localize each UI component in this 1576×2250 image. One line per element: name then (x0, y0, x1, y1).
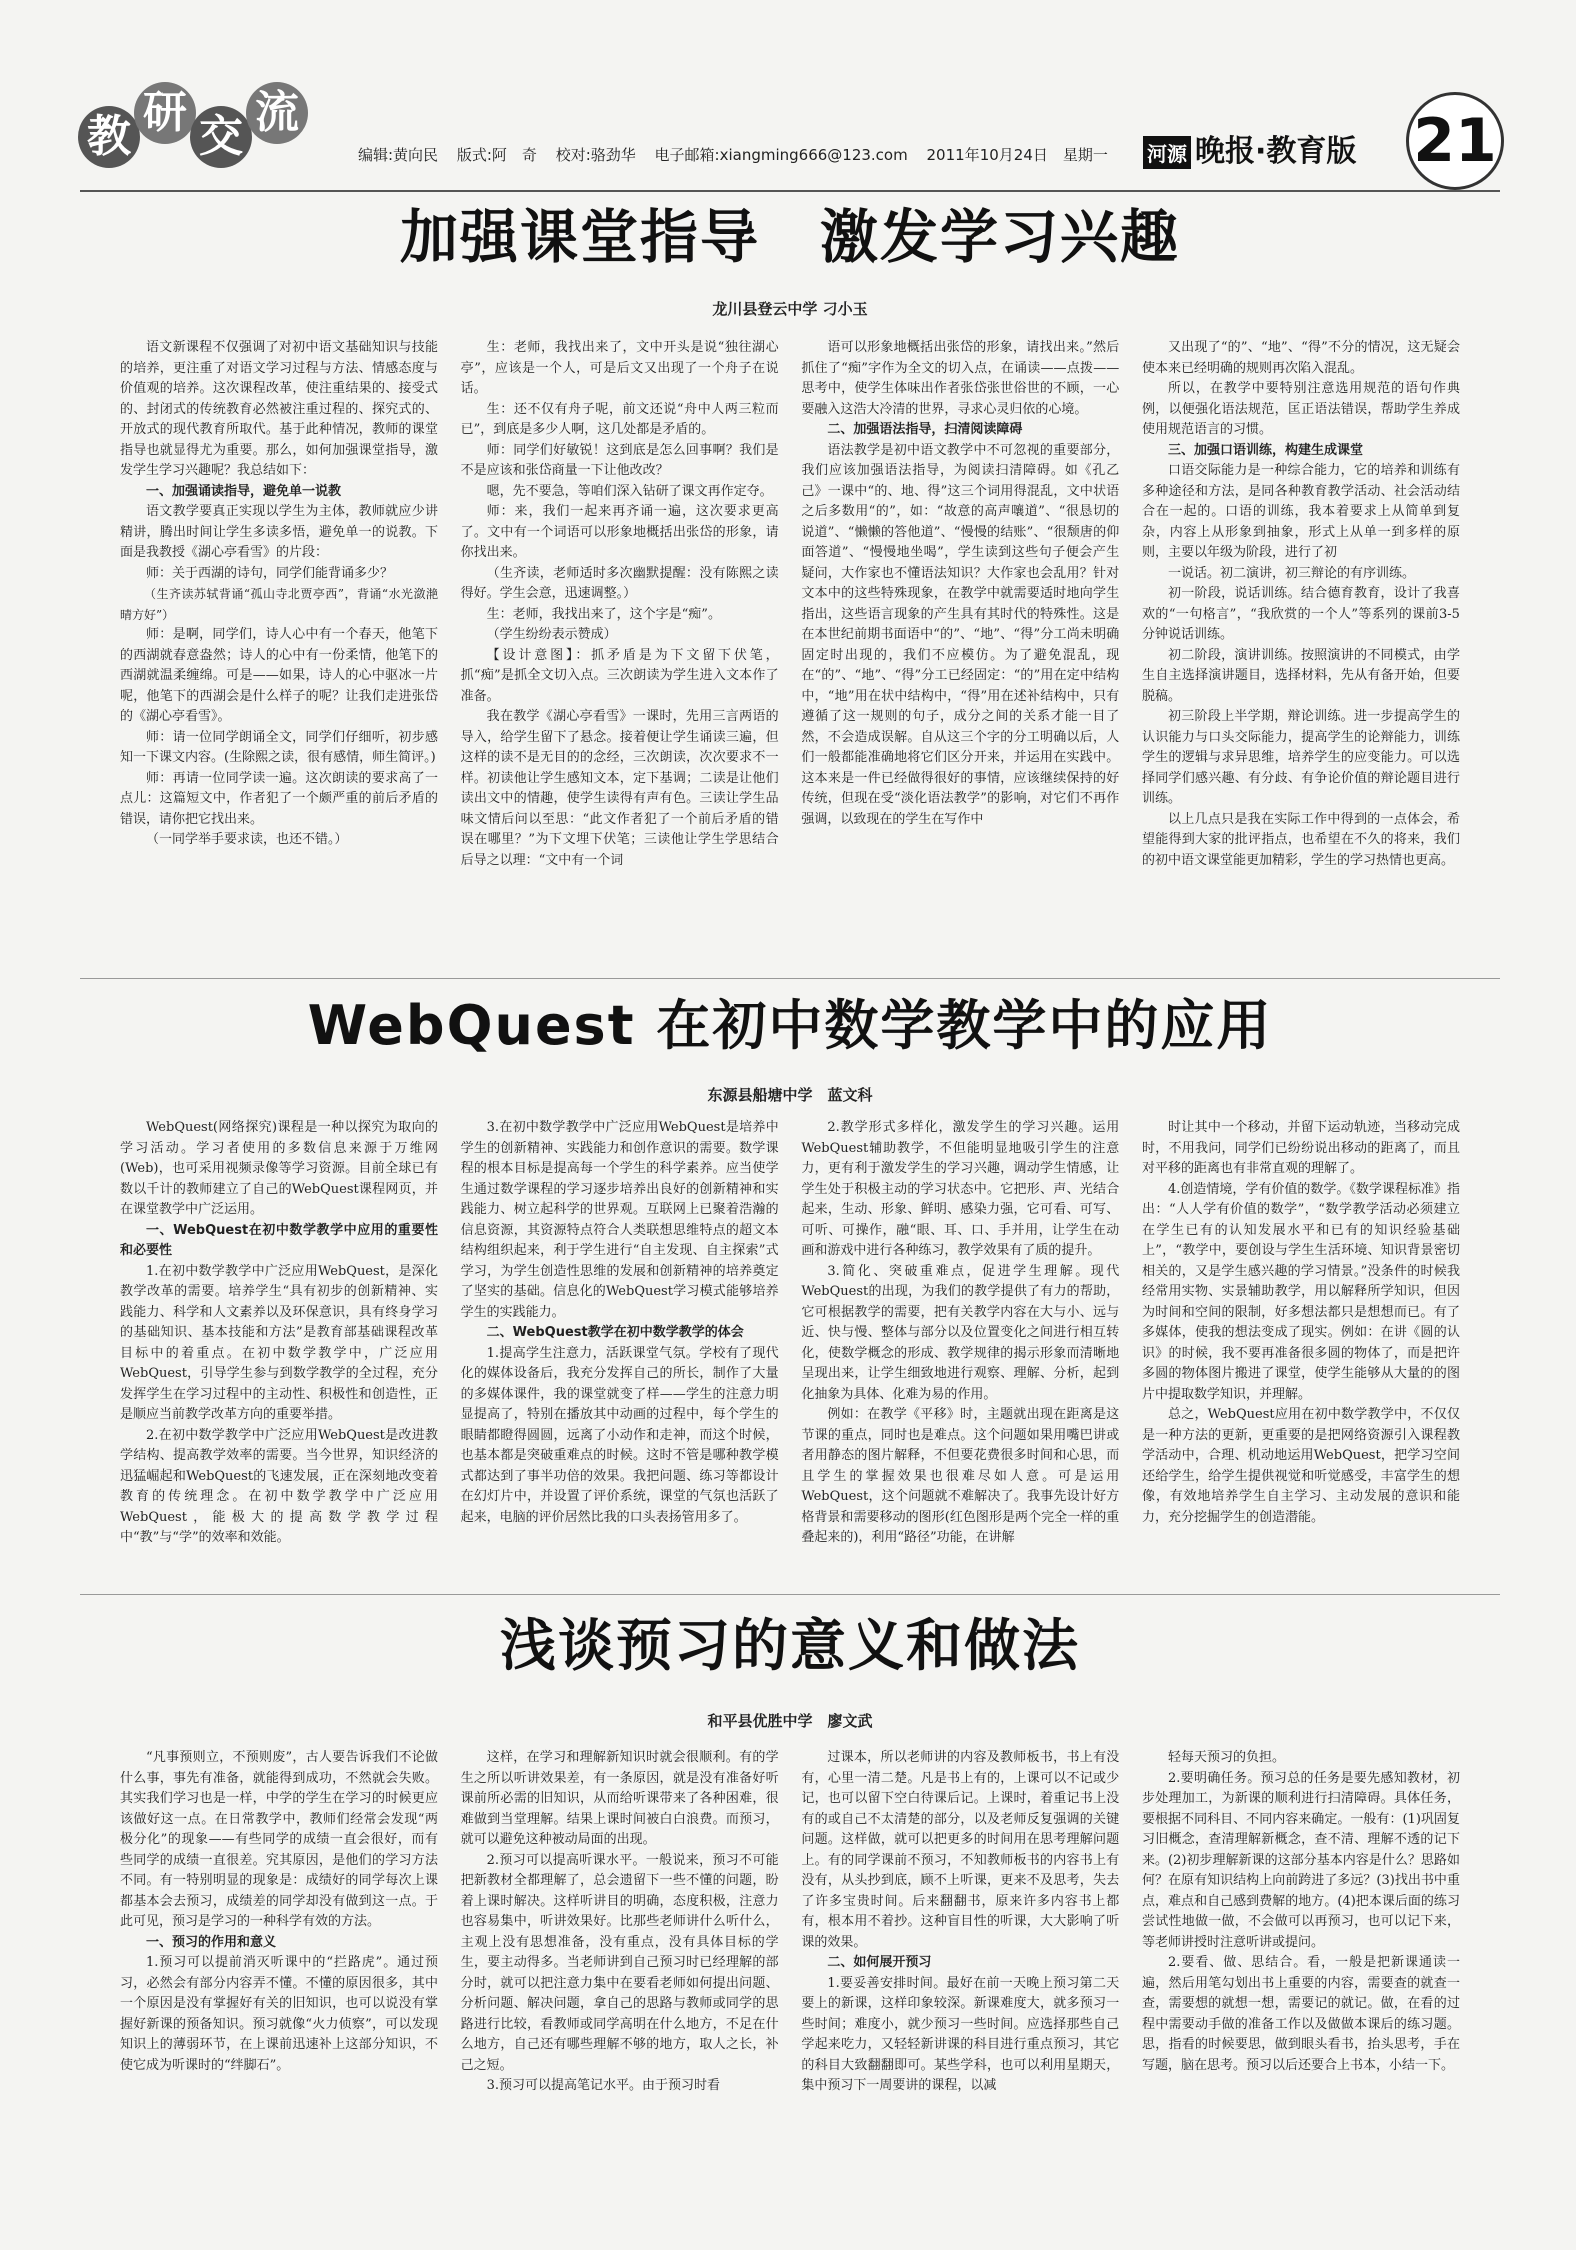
paragraph: 初三阶段上半学期，辩论训练。进一步提高学生的认识能力与口头交际能力，提高学生的论辩能力，训练学生的逻辑与求异思维，培养学生的应变能力。可以选择同学们感兴趣、有分歧、有争论价值的辩论题目进行训练。 (1141, 709, 1460, 806)
paragraph: 师：来，我们一起来再齐诵一遍，这次要求更高了。文中有一个词语可以形象地概括出张岱的形象，请你找出来。 (460, 504, 779, 560)
paragraph: 语可以形象地概括出张岱的形象，请找出来。”然后抓住了“痴”字作为全文的切入点，在诵读——点拨——思考中，使学生体味出作者张岱张世俗世的不顾，一心要融入这浩大冷清的世界，寻求心灵归依的心境。 (801, 340, 1120, 417)
email-address: 电子邮箱:xiangming666@123.com (654, 146, 908, 164)
paragraph: 师：关于西湖的诗句，同学们能背诵多少？ (146, 565, 394, 581)
article-2-column-4 (1142, 1118, 1460, 1584)
article-2-author: 东源县船塘中学 蓝文科 (707, 1086, 873, 1104)
paragraph: 师：是啊，同学们，诗人心中有一个春天，他笔下的西湖就春意盎然；诗人的心中有一份柔情，他笔下的西湖就温柔缠绵。可是——如果，诗人的心中驱冰一片呢，他笔下的西湖会是什么样子的呢？让我们走进张岱的《湖心亭看雪》。 (120, 627, 438, 724)
article-divider-1 (80, 978, 1500, 979)
article-2-body (120, 1118, 1460, 1584)
paragraph: 2.要明确任务。预习总的任务是要先感知教材，初步处理加工，为新课的顺利进行扫清障碍。具体任务，要根据不同科目、不同内容来确定。一般有：(1)巩固复习旧概念，查清理解新概念，查不清、理解不透的记下来。(2)初步理解新课的这部分基本内容是什么？思路如何？在原有知识结构上向前跨进了多远？(3)找出书中重点，难点和自己感到费解的地方。(4)把本课后面的练习尝试性地做一做，不会做可以再预习，也可以记下来，等老师讲授时注意听讲或提问。 (1141, 1770, 1460, 1950)
article-1-body (120, 338, 1460, 968)
header-rule (80, 190, 1500, 192)
paragraph: 语文新课程不仅强调了对初中语文基础知识与技能的培养，更注重了对语文学习过程与方法、情感态度与价值观的培养。这次课程改革，使注重结果的、接受式的、封闭式的传统教育必然被注重过程的、探究式的、开放式的现代教育所取代。基于此种情况，教师的课堂指导也就显得尤为重要。那么，如何加强课堂指导，激发学生学习兴趣呢？我总结如下： (120, 340, 438, 478)
paragraph: 4.创造情境，学有价值的数学。《数学课程标准》指出：“人人学有价值的数学”，“数学教学活动必须建立在学生已有的认知发展水平和已有的知识经验基础上”，“教学中，要创设与学生生活环境、知识背景密切相关的，又是学生感兴趣的学习情景。”没条件的时候我经常用实物、实景辅助教学，用以解释所学知识，但因为时间和空间的限制，好多想法都只是想想而已。有了多媒体，使我的想法变成了现实。例如：在讲《圆的认识》的时候，我不要再准备很多圆的物体了，而是把许多圆的物体图片搬进了课堂，使学生能够从大量的的图片中提取数学知识，并理解。 (1141, 1181, 1460, 1402)
paragraph: 又出现了“的”、“地”、“得”不分的情况，这无疑会使本来已经明确的规则再次陷入混乱。 (1141, 340, 1460, 376)
paragraph: 1.预习可以提前消灭听课中的“拦路虎”。通过预习，必然会有部分内容弄不懂。不懂的原因很多，其中一个原因是没有掌握好有关的旧知识，也可以说没有掌握好新课的预备知识。预习就像“火力侦察”，可以发现知识上的薄弱环节，在上课前迅速补上这部分知识，不使它成为听课时的“绊脚石”。 (120, 1955, 438, 2073)
paragraph: 嗯，先不要急，等咱们深入钻研了课文再作定夺。 (486, 483, 773, 499)
article-3-column-1 (120, 1748, 438, 2188)
paragraph: 3.在初中数学教学中广泛应用WebQuest是培养中学生的创新精神、实践能力和创作意识的需要。数学课程的根本目标是提高每一个学生的科学素养。应当使学生通过数学课程的学习逐步培养出良好的创新精神和实践能力、树立起科学的世界观。互联网上已聚着浩瀚的信息资源，其资源特点符合人类联想思维特点的超文本结构组织起来，利于学生进行“自主发现、自主探索”式学习，为学生创造性思维的发展和创新精神的培养奠定了坚实的基础。信息化的WebQuest学习模式能够培养学生的实践能力。 (460, 1120, 779, 1320)
article-3-column-3 (801, 1748, 1119, 2188)
paragraph: 1.在初中数学教学中广泛应用WebQuest，是深化教学改革的需要。培养学生“具有初步的创新精神、实践能力、科学和人文素养以及环保意识，具有终身学习的基础知识、基本技能和方法”是教育部基础课程改革目标中的着重点。在初中数学教学中，广泛应用WebQuest，引导学生参与到数学教学的全过程，充分发挥学生在学习过程中的主动性、积极性和创造性，正是顺应当前教学改革方向的重要举措。 (120, 1263, 438, 1422)
proof-credit: 校对:骆劲华 (555, 146, 636, 164)
section-heading: 二、如何展开预习 (827, 1955, 932, 1970)
section-logo-char-3: 交 (190, 106, 252, 168)
paragraph: （学生纷纷表示赞成） (486, 627, 617, 642)
paragraph: 总之，WebQuest应用在初中数学教学中，不仅仅是一种方法的更新，更重要的是把网络资源引入课程教学活动中，合理、机动地运用WebQuest，把学习空间还给学生，给学生提供视觉和听觉感受，丰富学生的想像，有效地培养学生自主学习、主动发展的意识和能力，充分挖掘学生的创造潜能。 (1141, 1407, 1460, 1525)
paragraph: 2.要看、做、思结合。看，一般是把新课通读一遍，然后用笔勾划出书上重要的内容，需要查的就查一查，需要想的就想一想，需要记的就记。做，在看的过程中需要动手做的准备工作以及做做本课后的练习题。思，指看的时候要思，做到眼头看书，抬头思考，手在写题，脑在思考。预习以后还要合上书本，小结一下。 (1141, 1955, 1460, 2073)
section-heading: 一、加强诵读指导，避免单一说教 (146, 483, 342, 499)
article-1-column-3 (801, 338, 1119, 968)
article-divider-2 (80, 1594, 1500, 1595)
article-1-title: 加强课堂指导 激发学习兴趣 (399, 203, 1180, 271)
page-number: 21 (1406, 92, 1504, 190)
paragraph: 1.要妥善安排时间。最好在前一天晚上预习第二天要上的新课，这样印象较深。新课难度大，就多预习一些时间；难度小，就少预习一些时间。应选择那些自己学起来吃力，又轻轻新讲课的科目进行重点预习，其它的科目大致翻翻即可。某些学科，也可以利用星期天，集中预习下一周要讲的课程，以减 (801, 1975, 1120, 2093)
paragraph: 3.简化、突破重难点，促进学生理解。现代WebQuest的出现，为我们的教学提供了有力的帮助，它可根据教学的需要，把有关教学内容在大与小、远与近、快与慢、整体与部分以及位置变化之间进行相互转化，使数学概念的形成、教学规律的揭示形象而清晰地呈现出来，让学生细致地进行观察、理解、分析，起到化抽象为具体、化难为易的作用。 (801, 1263, 1120, 1402)
paragraph: 这样，在学习和理解新知识时就会很顺利。有的学生之所以听讲效果差，有一条原因，就是没有准备好听课前所必需的旧知识，从而给听课带来了各种困难，很难做到当堂理解。结果上课时间被白白浪费。而预习，就可以避免这种被动局面的出现。 (460, 1750, 779, 1847)
editor-credit: 编辑:黄向民 (358, 146, 439, 164)
section-logo-char-1: 教 (78, 106, 140, 168)
paragraph: 生：老师，我找出来了，这个字是“痴”。 (486, 606, 721, 622)
section-heading: 二、加强语法指导，扫清阅读障碍 (827, 422, 1023, 437)
paragraph: 语文教学要真正实现以学生为主体，教师就应少讲精讲，腾出时间让学生多读多悟，避免单一的说教。下面是我教授《湖心亭看雪》的片段： (120, 504, 438, 560)
paragraph: “凡事预则立，不预则废”，古人要告诉我们不论做什么事，事先有准备，就能得到成功，不然就会失败。其实我们学习也是一样，中学的学生在学习的时候更应该做好这一点。在日常教学中，教师们经常会发现“两极分化”的现象——有些同学的成绩一直会很好，而有些同学的成绩一直很差。究其原因，是他们的学习方法不同。有一特别明显的现象是：成绩好的同学每次上课都基本会去预习，成绩差的同学却没有做到这一点。于此可见，预习是学习的一种科学有效的方法。 (120, 1750, 438, 1929)
paragraph: 一说话。初二演讲，初三辩论的有序训练。 (1167, 565, 1415, 581)
paragraph: 生：还不仅有舟子呢，前文还说“舟中人两三粒而已”，到底是多少人啊，这几处都是矛盾的。 (460, 401, 779, 437)
article-1-column-2 (461, 338, 779, 968)
masthead-info (358, 144, 1122, 165)
paragraph: 生：老师，我找出来了，文中开头是说“独往湖心亭”，应该是一个人，可是后文又出现了一个舟子在说话。 (460, 340, 779, 396)
paragraph: 3.预习可以提高笔记水平。由于预习时看 (486, 2078, 721, 2093)
paragraph: 初一阶段，说话训练。结合德育教育，设计了我喜欢的“一句格言”，“我欣赏的一个人”等系列的课前3-5分钟说话训练。 (1141, 586, 1460, 642)
layout-credit: 版式:阿 奇 (456, 146, 537, 164)
paragraph: 【设计意图】：抓矛盾是为下文留下伏笔，抓“痴”是抓全文切入点。三次朗读为学生进入文本作了准备。 (460, 647, 779, 704)
paper-brand (1143, 126, 1356, 170)
paragraph: WebQuest(网络探究)课程是一种以探究为取向的学习活动。学习者使用的多数信息来源于万维网(Web)，也可采用视频录像等学习资源。目前全球已有数以千计的教师建立了自己的WebQuest课程网页，并在课堂教学中广泛运用。 (120, 1120, 438, 1217)
section-logo-char-2: 研 (134, 82, 196, 144)
article-2-column-2 (461, 1118, 779, 1584)
article-3-body (120, 1748, 1460, 2188)
paragraph: 轻每天预习的负担。 (1167, 1750, 1285, 1765)
section-heading: 一、WebQuest在初中数学教学中应用的重要性和必要性 (120, 1222, 438, 1258)
paragraph: 语法教学是初中语文教学中不可忽视的重要部分，我们应该加强语法指导，为阅读扫清障碍。如《孔乙己》一课中“的、地、得”这三个词用得混乱，文中状语之后多数用“的”，如：“故意的高声嚷道”、“很恳切的说道”、“懒懒的答他道”、“慢慢的结账”、“很颓唐的仰面答道”、“慢慢地坐喝”，学生读到这些句子便会产生疑问，大作家也不懂语法知识？大作家也会乱用？针对文本中的这些特殊现象，在教学中就需要适时地向学生指出，这些语言现象的产生具有其时代的特殊性。这是在本世纪前期书面语中“的”、“地”、“得”分工尚未明确固定时出现的，我们不应模仿。为了避免混乱，现在“的”、“地”、“得”分工已经固定：“的”用在定中结构中，“地”用在状中结构中，“得”用在述补结构中，只有遵循了这一规则的句子，成分之间的关系才能一目了然，不会造成误解。自从这三个字的分工明确以后，人们一般都能准确地将它们区分开来，并运用在实践中。这本来是一件已经做得很好的事情，应该继续保持的好传统，但现在受“淡化语法教学”的影响，对它们不再作强调，以致现在的学生在写作中 (801, 442, 1120, 827)
issue-date: 2011年10月24日 星期一 (926, 146, 1108, 164)
article-3-title: 浅谈预习的意义和做法 (500, 1614, 1080, 1679)
paragraph: 过课本，所以老师讲的内容及教师板书，书上有没有，心里一清二楚。凡是书上有的，上课可以不记或少记，也可以留下空白待课后记。上课时，着重记书上没有的或自己不太清楚的部分，以及老师反复强调的关键问题。这样做，就可以把更多的时间用在思考理解问题上。有的同学课前不预习，不知教师板书的内容书上有没有，从头抄到底，顾不上听课，更来不及思考，失去了许多宝贵时间。后来翻翻书，原来许多内容书上都有，根本用不着抄。这种盲目性的听课，大大影响了听课的效果。 (801, 1750, 1120, 1950)
paragraph: （生齐读，老师适时多次幽默提醒：没有陈熙之读得好。学生会意，迅速调整。） (460, 565, 779, 601)
article-3-author: 和平县优胜中学 廖文武 (707, 1712, 873, 1730)
paragraph: 我在教学《湖心亭看雪》一课时，先用三言两语的导入，给学生留下了悬念。接着便让学生诵读三遍，但这样的读不是无目的的念经，三次朗读，次次要求不一样。初读他让学生感知文本，定下基调；二读是让他们读出文中的情趣，使学生读得有声有色。三读让学生品味文情后问以至思：“此文作者犯了一个前后矛盾的错误在哪里？”为下文埋下伏笔；三读他让学生学思结合后导之以理：“文中有一个词 (460, 709, 779, 868)
paragraph: 师：请一位同学朗诵全文，同学们仔细听，初步感知一下课文内容。(生除熙之读，很有感情，师生简评。) (120, 729, 438, 765)
article-1-author: 龙川县登云中学 刁小玉 (712, 300, 868, 318)
paragraph: 2.在初中数学教学中广泛应用WebQuest是改进教学结构、提高教学效率的需要。当今世界，知识经济的迅猛崛起和WebQuest的飞速发展，正在深刻地改变着教育的传统理念。在初中数学教学中广泛应用WebQuest，能极大的提高数学教学过程中“教”与“学”的效率和效能。 (120, 1427, 438, 1545)
paragraph: （一同学举手要求读，也还不错。） (146, 832, 348, 847)
paragraph: （生齐读苏轼背诵“孤山寺北贾亭西”，背诵“水光潋滟晴方好”） (120, 587, 438, 622)
paragraph: 师：同学们好敏锐！这到底是怎么回事啊？我们是不是应该和张岱商量一下让他改改？ (460, 442, 779, 478)
paragraph: 2.教学形式多样化，激发学生的学习兴趣。运用WebQuest辅助教学，不但能明显地吸引学生的注意力，更有利于激发学生的学习兴趣，调动学生情感，让学生处于积极主动的学习状态中。它把形、声、光结合起来，生动、形象、鲜明、感染力强，它可看、可写、可听、可操作，融“眼、耳、口、手并用，让学生在动画和游戏中进行各种练习，教学效果有了质的提升。 (801, 1120, 1120, 1258)
paragraph: 所以，在教学中要特别注意选用规范的语句作典例，以便强化语法规范，匡正语法错误，帮助学生养成使用规范语言的习惯。 (1141, 381, 1460, 437)
paper-brand-name: 晚报·教育版 (1195, 134, 1357, 169)
page-header (78, 86, 1498, 182)
article-2-title: WebQuest 在初中数学教学中的应用 (307, 994, 1273, 1057)
paragraph: 1.提高学生注意力，活跃课堂气氛。学校有了现代化的媒体设备后，我充分发挥自己的所长，制作了大量的多媒体课件，我的课堂就变了样——学生的注意力明显提高了，特别在播放其中动画的过程中，每个学生的眼睛都瞪得圆圆，远离了小动作和走神，而这个时候，也基本都是突破重难点的时候。这时不管是哪种教学模式都达到了事半功倍的效果。我把问题、练习等都设计在幻灯片中，并设置了评价系统，课堂的气氛也活跃了起来，电脑的评价居然比我的口头表扬管用多了。 (460, 1345, 779, 1525)
section-logo-char-4: 流 (246, 82, 308, 144)
paragraph: 口语交际能力是一种综合能力，它的培养和训练有多种途径和方法，是同各种教育教学活动、社会活动结合在一起的。口语的训练，我本着要求上从简单到复杂，内容上从形象到抽象，形式上从单一到多样的原则，主要以年级为阶段，进行了初 (1141, 463, 1460, 560)
article-3-column-4 (1142, 1748, 1460, 2188)
paragraph: 以上几点只是我在实际工作中得到的一点体会，希望能得到大家的批评指点，也希望在不久的将来，我们的初中语文课堂能更加精彩，学生的学习热情也更高。 (1141, 811, 1460, 868)
paragraph: 2.预习可以提高听课水平。一般说来，预习不可能把新教材全都理解了，总会遗留下一些不懂的问题，盼着上课时解决。这样听讲目的明确，态度积极，注意力也容易集中，听讲效果好。比那些老师讲什么听什么，主观上没有思想准备，没有重点，没有具体目标的学生，要主动得多。当老师讲到自己预习时已经理解的部分时，就可以把注意力集中在要看老师如何提出问题、分析问题、解决问题，拿自己的思路与教师或同学的思路进行比较，看教师或同学高明在什么地方，不足在什么地方，自己还有哪些理解不够的地方，取人之长，补己之短。 (460, 1852, 779, 2073)
section-heading: 一、预习的作用和意义 (146, 1934, 277, 1950)
article-3-column-2 (461, 1748, 779, 2188)
paragraph: 初二阶段，演讲训练。按照演讲的不同模式，由学生自主选择演讲题目，选择材料，先从有备开始，但要脱稿。 (1141, 647, 1460, 704)
article-1-column-4 (1142, 338, 1460, 968)
article-2-column-1 (120, 1118, 438, 1584)
paper-brand-logo: 河源 (1143, 136, 1191, 169)
section-heading: 二、WebQuest教学在初中数学教学的体会 (486, 1325, 744, 1340)
article-1-column-1 (120, 338, 438, 968)
paragraph: 时让其中一个移动，并留下运动轨迹，当移动完成时，不用我问，同学们已纷纷说出移动的距离了，而且对平移的距离也有非常直观的理解了。 (1141, 1120, 1460, 1176)
paragraph: 师：再请一位同学读一遍。这次朗读的要求高了一点儿：这篇短文中，作者犯了一个颇严重的前后矛盾的错误，请你把它找出来。 (120, 770, 438, 827)
paragraph: 例如：在教学《平移》时，主题就出现在距离是这节课的重点，同时也是难点。这个问题如果用嘴巴讲或者用静态的图片解释，不但要花费很多时间和心思，而且学生的掌握效果也很难尽如人意。可是运用WebQuest，这个问题就不难解决了。我事先设计好方格背景和需要移动的图形(红色图形是两个完全一样的重叠起来的)，利用“路径”功能，在讲解 (801, 1407, 1120, 1545)
section-heading: 三、加强口语训练，构建生成课堂 (1167, 442, 1363, 458)
article-2-column-3 (801, 1118, 1119, 1584)
